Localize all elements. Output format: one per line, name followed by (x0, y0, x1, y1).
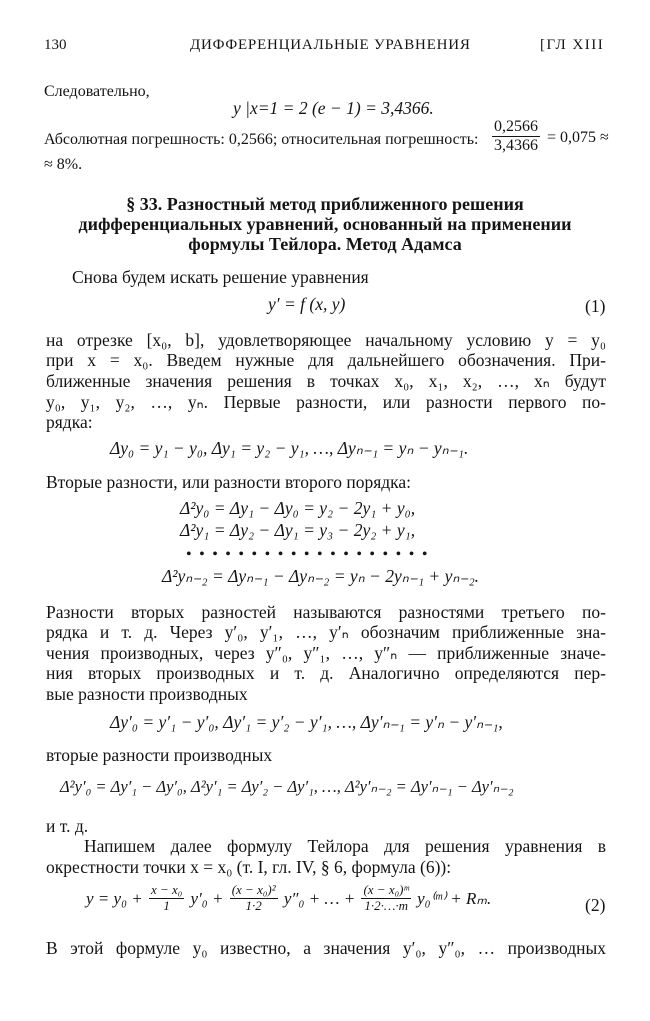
equation-number-1: (1) (585, 296, 606, 316)
paragraph-2-line-5: рядка: (46, 412, 93, 432)
taylor-fraction-2-den: 1·2 (245, 897, 262, 913)
paragraph-4-line-1: Разности вторых разностей называются разностями третьего по- (46, 602, 606, 622)
dots-row: ••••••••••••••••••• (186, 546, 435, 563)
derivative-differences-eq: Δy′₀ = y′₁ − y′₀, Δy′₁ = y′₂ − y′₁, …, Δy′ₙ₋₁ = y′ₙ − y′ₙ₋₁, (110, 712, 503, 732)
running-title: ДИФФЕРЕНЦИАЛЬНЫЕ УРАВНЕНИЯ (190, 37, 471, 53)
paragraph-2-line-3: ближенные значения решения в точках x₀, x₁, x₂, …, xₙ будут (46, 371, 606, 391)
equation-number-2: (2) (585, 895, 606, 915)
paragraph-2-line-1: на отрезке [x₀, b], удовлетворяющее начальному условию y = y₀ (46, 330, 606, 350)
paragraph-8: В этой формуле y₀ известно, а значения y′₀, y″₀, … производных (46, 938, 606, 958)
section-title-line-1: § 33. Разностный метод приближенного решения (126, 194, 524, 214)
taylor-fraction-1-num: x − x₀ (150, 882, 183, 897)
chapter-ref: [ГЛ XIII (540, 37, 605, 53)
paragraph-4-line-5: вые разности производных (46, 684, 248, 704)
second-difference-eq-1: Δ²y₀ = Δy₁ − Δy₀ = y₂ − 2y₁ + y₀, (180, 498, 416, 518)
therefore-text: Следовательно, (44, 83, 150, 100)
paragraph-3: Вторые разности, или разности второго порядка: (46, 472, 412, 492)
taylor-lhs: y = y₀ + (86, 888, 143, 908)
paragraph-2-line-4: y₀, y₁, y₂, …, yₙ. Первые разности, или разности первого по- (46, 392, 606, 412)
second-difference-eq-3: Δ²yₙ₋₂ = Δyₙ₋₁ − Δyₙ₋₂ = yₙ − 2yₙ₋₁ + yₙ₋₂. (162, 566, 480, 586)
paragraph-5: вторые разности производных (46, 745, 273, 765)
equation-1: y′ = f (x, y) (268, 294, 346, 314)
fraction-numerator: 0,2566 (492, 118, 540, 137)
taylor-term-1: y′₀ + (190, 888, 224, 908)
taylor-fraction-2-num: (x − x₀)² (231, 882, 276, 897)
first-differences-equation: Δy₀ = y₁ − y₀, Δy₁ = y₂ − y₁, …, Δyₙ₋₁ = yₙ − yₙ₋₁. (110, 438, 469, 458)
taylor-fraction-2 (230, 883, 278, 914)
paragraph-7-line-2: окрестности точки x = x₀ (т. I, гл. IV, § 6, формула (6)): (46, 857, 452, 877)
taylor-fraction-3-num: (x − x₀)ᵐ (363, 882, 409, 897)
paragraph-4-line-2: рядка и т. д. Через y′₀, y′₁, …, y′ₙ обозначим приближенные зна- (46, 622, 606, 642)
value-equation: y |x=1 = 2 (e − 1) = 3,4366. (233, 98, 434, 118)
taylor-term-2: y″₀ + … + (283, 888, 356, 908)
relative-error-fraction (490, 118, 542, 156)
paragraph-1: Снова будем искать решение уравнения (72, 267, 369, 287)
taylor-fraction-3 (361, 883, 410, 914)
paragraph-2-line-2: при x = x₀. Введем нужные для дальнейшего обозначения. При- (46, 350, 606, 370)
second-difference-eq-2: Δ²y₁ = Δy₂ − Δy₁ = y₃ − 2y₂ + y₁, (180, 520, 416, 540)
second-derivative-differences-eq: Δ²y′₀ = Δy′₁ − Δy′₀, Δ²y′₁ = Δy′₂ − Δy′₁, …, Δ²y′ₙ₋₂ = Δy′ₙ₋₁ − Δy′ₙ₋₂ (60, 777, 514, 796)
paragraph-4-line-4: ния вторых производных и т. д. Аналогично определяются пер- (46, 663, 606, 683)
paragraph-7-line-1: Напишем далее формулу Тейлора для решения уравнения в (84, 836, 606, 856)
taylor-formula (86, 883, 491, 914)
section-title-line-2: дифференциальных уравнений, основанный на применении (78, 214, 572, 234)
page-number: 130 (44, 37, 67, 53)
fraction (492, 118, 540, 156)
taylor-fraction-1-den: 1 (163, 897, 170, 913)
error-text: Абсолютная погрешность: 0,2566; относительная погрешность: (44, 131, 479, 148)
taylor-fraction-3-den: 1·2·…·m (364, 897, 409, 913)
paragraph-4-line-3: чения производных, через y″₀, y″₁, …, y″ₙ — приближенные значе- (46, 643, 606, 663)
section-title-line-3: формулы Тейлора. Метод Адамса (188, 234, 462, 254)
relative-error-value: = 0,075 ≈ (547, 129, 609, 146)
percent-text: ≈ 8%. (44, 156, 83, 173)
taylor-fraction-1 (149, 883, 184, 914)
fraction-denominator: 3,4366 (494, 137, 538, 155)
paragraph-6: и т. д. (46, 816, 89, 836)
taylor-term-3: y₀⁽ᵐ⁾ + Rₘ. (417, 888, 492, 908)
